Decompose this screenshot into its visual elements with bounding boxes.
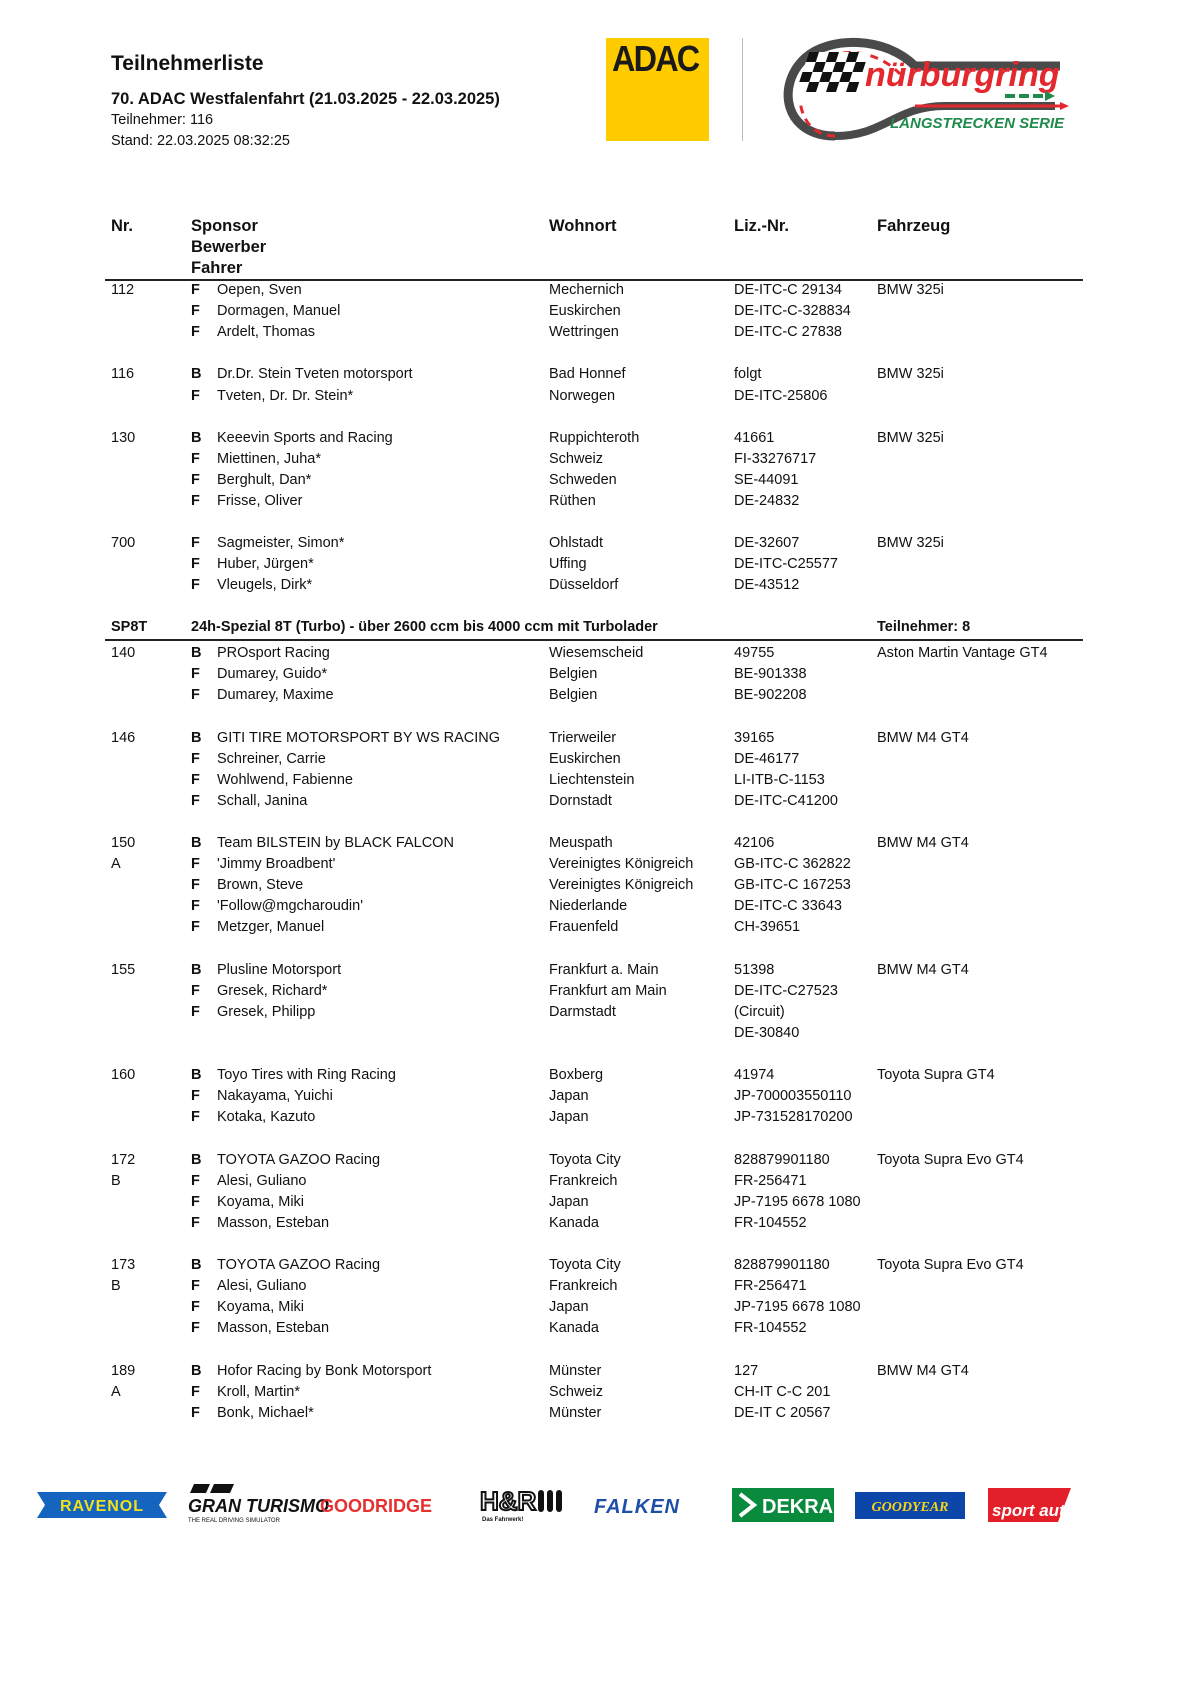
- vehicle: Aston Martin Vantage GT4: [877, 645, 1048, 662]
- license-number: DE-46177: [734, 750, 800, 767]
- residence: Schweiz: [549, 1383, 603, 1400]
- license-number: FR-104552: [734, 1214, 807, 1231]
- residence: Kanada: [549, 1214, 599, 1231]
- role-code: F: [191, 556, 200, 573]
- driver-name: Gresek, Richard*: [217, 982, 328, 999]
- role-code: F: [191, 877, 200, 894]
- residence: Japan: [549, 1193, 589, 1210]
- license-number: CH-39651: [734, 919, 801, 936]
- vehicle: Toyota Supra GT4: [877, 1067, 995, 1084]
- role-code: F: [191, 1109, 200, 1126]
- license-number: 42106: [734, 835, 775, 851]
- role-code: B: [191, 1257, 202, 1273]
- license-number: SE-44091: [734, 471, 799, 488]
- license-number: JP-7195 6678 1080: [734, 1299, 861, 1316]
- residence: Frankreich: [549, 1172, 618, 1189]
- role-code: B: [191, 366, 202, 383]
- license-number: JP-731528170200: [734, 1109, 853, 1126]
- driver-name: Dumarey, Guido*: [217, 666, 328, 683]
- driver-name: Masson, Esteban: [217, 1214, 330, 1231]
- start-number: 189: [111, 1362, 136, 1379]
- license-number: 41661: [734, 429, 775, 446]
- role-code: F: [191, 792, 200, 809]
- driver-name: Alesi, Guliano: [217, 1278, 307, 1295]
- sponsor-bar: [0, 1480, 1190, 1540]
- table-row: [0, 1299, 1190, 1320]
- residence: Trierweiler: [549, 729, 617, 746]
- role-code: B: [191, 1067, 202, 1084]
- gran-turismo-logo: [186, 1484, 329, 1526]
- vehicle: BMW 325i: [877, 429, 944, 446]
- svg-text:Das Fahrwerk!: Das Fahrwerk!: [482, 1517, 524, 1523]
- license-number: JP-7195 6678 1080: [734, 1193, 861, 1210]
- residence: Euskirchen: [549, 303, 621, 320]
- table-row: [0, 983, 1190, 1004]
- license-number: DE-43512: [734, 577, 800, 594]
- sport-auto-logo: [986, 1488, 1076, 1522]
- role-code: F: [191, 856, 200, 873]
- license-number: LI-ITB-C-1153: [734, 771, 825, 788]
- role-code: F: [191, 493, 200, 509]
- dekra-logo: [732, 1488, 834, 1522]
- role-code: F: [191, 687, 200, 704]
- role-code: F: [191, 750, 200, 767]
- residence: Rüthen: [549, 493, 596, 509]
- driver-name: Alesi, Guliano: [217, 1172, 307, 1189]
- residence: Boxberg: [549, 1067, 604, 1084]
- start-number: 116: [111, 366, 135, 383]
- table-row: [0, 1278, 1190, 1299]
- svg-text:GOODYEAR: GOODYEAR: [871, 1500, 949, 1515]
- license-number: 39165: [734, 729, 775, 746]
- table-row: [0, 1152, 1190, 1173]
- role-code: B: [191, 729, 202, 746]
- column-header-sponsor: Sponsor: [191, 217, 258, 235]
- driver-name: Metzger, Manuel: [217, 919, 325, 936]
- vehicle: BMW M4 GT4: [877, 729, 969, 746]
- adac-logo: [606, 38, 709, 141]
- start-number-suffix: A: [111, 1383, 121, 1400]
- role-code: F: [191, 387, 200, 404]
- table-row: [0, 793, 1190, 814]
- start-number: 173: [111, 1257, 136, 1273]
- driver-name: Schreiner, Carrie: [217, 750, 326, 767]
- table-row: [0, 451, 1190, 472]
- role-code: F: [191, 1193, 200, 1210]
- role-code: F: [191, 1320, 200, 1337]
- role-code: F: [191, 450, 200, 467]
- entrant-name: TOYOTA GAZOO Racing: [217, 1257, 381, 1273]
- driver-name: Koyama, Miki: [217, 1299, 305, 1316]
- entrant-name: Dr.Dr. Stein Tveten motorsport: [217, 366, 413, 383]
- role-code: F: [191, 898, 200, 915]
- residence: Münster: [549, 1362, 602, 1379]
- table-row: [0, 1320, 1190, 1341]
- table-row: [0, 1088, 1190, 1109]
- table-row: [0, 535, 1190, 556]
- class-header: [0, 619, 1190, 640]
- residence: Belgien: [549, 687, 598, 704]
- participant-count: Teilnehmer: 116: [111, 112, 214, 128]
- column-header-fahrer: Fahrer: [191, 259, 243, 277]
- residence: Norwegen: [549, 387, 616, 404]
- residence: Ohlstadt: [549, 535, 603, 552]
- driver-name: Huber, Jürgen*: [217, 556, 314, 573]
- residence: Frankfurt a. Main: [549, 961, 659, 978]
- table-row: [0, 919, 1190, 940]
- svg-text:LANGSTRECKEN SERIE: LANGSTRECKEN SERIE: [890, 115, 1065, 132]
- vehicle: BMW 325i: [877, 535, 944, 552]
- license-number: FR-256471: [734, 1172, 807, 1189]
- license-number: BE-902208: [734, 687, 807, 704]
- driver-name: Tveten, Dr. Dr. Stein*: [217, 387, 354, 404]
- role-code: F: [191, 324, 200, 341]
- svg-text:DEKRA: DEKRA: [762, 1496, 834, 1518]
- entrant-name: GITI TIRE MOTORSPORT BY WS RACING: [217, 729, 501, 746]
- role-code: B: [191, 645, 202, 662]
- svg-text:GRAN TURISMO: GRAN TURISMO: [188, 1496, 329, 1516]
- license-number: DE-ITC-C-328834: [734, 303, 851, 320]
- header-rule: [105, 279, 1083, 281]
- table-row: [0, 962, 1190, 983]
- role-code: F: [191, 1404, 200, 1421]
- table-row: [0, 751, 1190, 772]
- table-row: [0, 324, 1190, 345]
- residence: Darmstadt: [549, 1003, 616, 1020]
- role-code: F: [191, 282, 200, 298]
- residence: Wettringen: [549, 324, 619, 341]
- license-number: DE-ITC-C41200: [734, 792, 838, 809]
- residence: Frankreich: [549, 1278, 618, 1295]
- license-number: GB-ITC-C 167253: [734, 877, 851, 894]
- residence: Frankfurt am Main: [549, 982, 667, 999]
- role-code: F: [191, 471, 200, 488]
- residence: Uffing: [549, 556, 587, 573]
- entrant-name: Plusline Motorsport: [217, 961, 342, 978]
- residence: Liechtenstein: [549, 771, 635, 788]
- entrant-name: TOYOTA GAZOO Racing: [217, 1151, 381, 1168]
- table-row: [0, 730, 1190, 751]
- table-row: [0, 1384, 1190, 1405]
- table-row: [0, 835, 1190, 856]
- column-header-liz: Liz.-Nr.: [734, 217, 790, 235]
- table-row: [0, 687, 1190, 708]
- driver-name: Masson, Esteban: [217, 1320, 330, 1337]
- table-row: [0, 1173, 1190, 1194]
- svg-text:RAVENOL: RAVENOL: [59, 1498, 145, 1515]
- vehicle: Toyota Supra Evo GT4: [877, 1257, 1024, 1273]
- table-row: [0, 1257, 1190, 1278]
- svg-text:FALKEN: FALKEN: [594, 1496, 680, 1518]
- role-code: F: [191, 666, 200, 683]
- driver-name: Schall, Janina: [217, 792, 308, 809]
- license-number: DE-24832: [734, 493, 800, 509]
- falken-logo: [592, 1492, 712, 1518]
- table-row: [0, 556, 1190, 577]
- class-rule: [105, 639, 1083, 641]
- table-row: [0, 577, 1190, 598]
- role-code: B: [191, 1362, 202, 1379]
- role-code: B: [191, 835, 202, 851]
- column-header-fahrzeug: Fahrzeug: [877, 217, 951, 235]
- vehicle: Toyota Supra Evo GT4: [877, 1151, 1024, 1168]
- residence: Bad Honnef: [549, 366, 626, 383]
- residence: Düsseldorf: [549, 577, 619, 594]
- logo-divider: [742, 38, 743, 141]
- role-code: F: [191, 1088, 200, 1105]
- license-number: FI-33276717: [734, 450, 817, 467]
- table-row: [0, 303, 1190, 324]
- table-row: [0, 430, 1190, 451]
- table-row: [0, 1194, 1190, 1215]
- residence: Meuspath: [549, 835, 613, 851]
- vehicle: BMW M4 GT4: [877, 1362, 969, 1379]
- vehicle: BMW M4 GT4: [877, 835, 969, 851]
- status-timestamp: Stand: 22.03.2025 08:32:25: [111, 133, 290, 149]
- residence: Schweiz: [549, 450, 603, 467]
- residence: Schweden: [549, 471, 617, 488]
- license-number: GB-ITC-C 362822: [734, 856, 851, 873]
- license-number: DE-ITC-C25577: [734, 556, 838, 573]
- residence: Niederlande: [549, 898, 628, 915]
- license-number: 828879901180: [734, 1257, 830, 1273]
- table-row: [0, 645, 1190, 666]
- nuerburgring-logo: [775, 36, 1075, 144]
- start-number: 150: [111, 835, 136, 851]
- table-row: [0, 388, 1190, 409]
- table-row: [0, 856, 1190, 877]
- table-row: [0, 1067, 1190, 1088]
- role-code: F: [191, 1172, 200, 1189]
- adac-logo-text: ADAC: [612, 38, 699, 79]
- entrant-name: Hofor Racing by Bonk Motorsport: [217, 1362, 432, 1379]
- start-number: 700: [111, 535, 136, 552]
- license-number: BE-901338: [734, 666, 807, 683]
- hr-logo: [480, 1484, 570, 1524]
- driver-name: Kotaka, Kazuto: [217, 1109, 316, 1126]
- driver-name: Bonk, Michael*: [217, 1404, 314, 1421]
- driver-name: 'Follow@mgcharoudin': [217, 898, 363, 915]
- residence: Kanada: [549, 1320, 599, 1337]
- table-row: [0, 472, 1190, 493]
- residence: Japan: [549, 1299, 589, 1316]
- driver-name: Frisse, Oliver: [217, 493, 303, 509]
- driver-name: Oepen, Sven: [217, 282, 302, 298]
- license-number: 51398: [734, 961, 775, 978]
- role-code: F: [191, 771, 200, 788]
- driver-name: Berghult, Dan*: [217, 471, 312, 488]
- driver-name: Vleugels, Dirk*: [217, 577, 313, 594]
- role-code: F: [191, 577, 200, 594]
- table-row: [0, 1025, 1190, 1046]
- driver-name: Sagmeister, Simon*: [217, 535, 345, 552]
- driver-name: Kroll, Martin*: [217, 1383, 300, 1400]
- role-code: F: [191, 1383, 200, 1400]
- license-number: (Circuit): [734, 1003, 785, 1020]
- residence: Frauenfeld: [549, 919, 619, 936]
- column-header-nr: Nr.: [111, 217, 134, 235]
- entrant-name: Team BILSTEIN by BLACK FALCON: [217, 835, 454, 851]
- license-number: JP-700003550110: [734, 1088, 852, 1105]
- start-number-suffix: B: [111, 1278, 121, 1295]
- role-code: B: [191, 961, 202, 978]
- license-number: DE-30840: [734, 1024, 800, 1041]
- column-header-wohnort: Wohnort: [549, 217, 617, 235]
- table-row: [0, 1363, 1190, 1384]
- role-code: B: [191, 1151, 202, 1168]
- table-row: [0, 898, 1190, 919]
- driver-name: Koyama, Miki: [217, 1193, 305, 1210]
- driver-name: 'Jimmy Broadbent': [217, 856, 336, 873]
- vehicle: BMW M4 GT4: [877, 961, 969, 978]
- residence: Euskirchen: [549, 750, 621, 767]
- goodridge-logo: [320, 1492, 462, 1518]
- license-number: FR-104552: [734, 1320, 807, 1337]
- goodyear-logo: [855, 1492, 965, 1519]
- role-code: F: [191, 982, 200, 999]
- driver-name: Wohlwend, Fabienne: [217, 771, 353, 788]
- svg-text:sport auto: sport auto: [992, 1501, 1076, 1520]
- residence: Japan: [549, 1109, 589, 1126]
- license-number: CH-IT C-C 201: [734, 1383, 831, 1400]
- driver-name: Brown, Steve: [217, 877, 304, 894]
- svg-text:H&R: H&R: [480, 1486, 537, 1516]
- entrant-name: Toyo Tires with Ring Racing: [217, 1067, 396, 1084]
- role-code: F: [191, 1278, 200, 1295]
- residence: Ruppichteroth: [549, 429, 640, 446]
- role-code: F: [191, 535, 200, 552]
- class-code: SP8T: [111, 619, 148, 636]
- table-row: [0, 1109, 1190, 1130]
- license-number: 127: [734, 1362, 759, 1379]
- column-header-bewerber: Bewerber: [191, 238, 267, 256]
- license-number: DE-32607: [734, 535, 800, 552]
- table-row: [0, 877, 1190, 898]
- residence: Mechernich: [549, 282, 624, 298]
- role-code: F: [191, 1299, 200, 1316]
- table-row: [0, 666, 1190, 687]
- entrant-name: Keeevin Sports and Racing: [217, 429, 393, 446]
- table-row: [0, 1004, 1190, 1025]
- driver-name: Gresek, Philipp: [217, 1003, 316, 1020]
- license-number: DE-ITC-C 27838: [734, 324, 842, 341]
- license-number: DE-ITC-C27523: [734, 982, 838, 999]
- license-number: DE-ITC-C 29134: [734, 282, 842, 298]
- role-code: F: [191, 1003, 200, 1020]
- entrant-name: PROsport Racing: [217, 645, 330, 662]
- driver-name: Dumarey, Maxime: [217, 687, 334, 704]
- driver-name: Nakayama, Yuichi: [217, 1088, 333, 1105]
- class-description: 24h-Spezial 8T (Turbo) - über 2600 ccm bis 4000 ccm mit Turbolader: [191, 619, 658, 636]
- driver-name: Miettinen, Juha*: [217, 450, 321, 467]
- table-row: [0, 1405, 1190, 1426]
- start-number-suffix: B: [111, 1172, 121, 1189]
- vehicle: BMW 325i: [877, 282, 944, 298]
- residence: Toyota City: [549, 1257, 621, 1273]
- license-number: DE-IT C 20567: [734, 1404, 831, 1421]
- role-code: F: [191, 1214, 200, 1231]
- residence: Dornstadt: [549, 792, 612, 809]
- license-number: DE-ITC-C 33643: [734, 898, 842, 915]
- table-row: [0, 282, 1190, 303]
- role-code: F: [191, 303, 200, 320]
- svg-text:GOODRIDGE: GOODRIDGE: [320, 1496, 433, 1516]
- residence: Wiesemscheid: [549, 645, 644, 662]
- license-number: FR-256471: [734, 1278, 807, 1295]
- license-number: 41974: [734, 1067, 775, 1084]
- role-code: B: [191, 429, 202, 446]
- event-title: 70. ADAC Westfalenfahrt (21.03.2025 - 22.03.2025): [111, 90, 500, 108]
- residence: Japan: [549, 1088, 589, 1105]
- vehicle: BMW 325i: [877, 366, 944, 383]
- page-title: Teilnehmerliste: [111, 52, 264, 75]
- class-participant-count: Teilnehmer: 8: [877, 619, 971, 636]
- role-code: F: [191, 919, 200, 936]
- ravenol-logo: [37, 1492, 167, 1518]
- driver-name: Dormagen, Manuel: [217, 303, 341, 320]
- residence: Vereinigtes Königreich: [549, 877, 694, 894]
- start-number: 172: [111, 1151, 136, 1168]
- license-number: folgt: [734, 366, 762, 383]
- svg-text:nürburgring: nürburgring: [865, 56, 1060, 94]
- table-row: [0, 366, 1190, 387]
- start-number: 112: [111, 282, 135, 298]
- residence: Münster: [549, 1404, 602, 1421]
- start-number: 155: [111, 961, 136, 978]
- table-row: [0, 772, 1190, 793]
- residence: Belgien: [549, 666, 598, 683]
- driver-name: Ardelt, Thomas: [217, 324, 316, 341]
- table-row: [0, 493, 1190, 514]
- start-number: 140: [111, 645, 136, 662]
- license-number: 49755: [734, 645, 775, 662]
- svg-text:THE REAL DRIVING SIMULATOR: THE REAL DRIVING SIMULATOR: [188, 1518, 280, 1524]
- license-number: 828879901180: [734, 1151, 830, 1168]
- start-number: 130: [111, 429, 136, 446]
- residence: Vereinigtes Königreich: [549, 856, 694, 873]
- start-number: 146: [111, 729, 136, 746]
- start-number: 160: [111, 1067, 136, 1084]
- start-number-suffix: A: [111, 856, 121, 873]
- license-number: DE-ITC-25806: [734, 387, 828, 404]
- residence: Toyota City: [549, 1151, 621, 1168]
- table-row: [0, 1215, 1190, 1236]
